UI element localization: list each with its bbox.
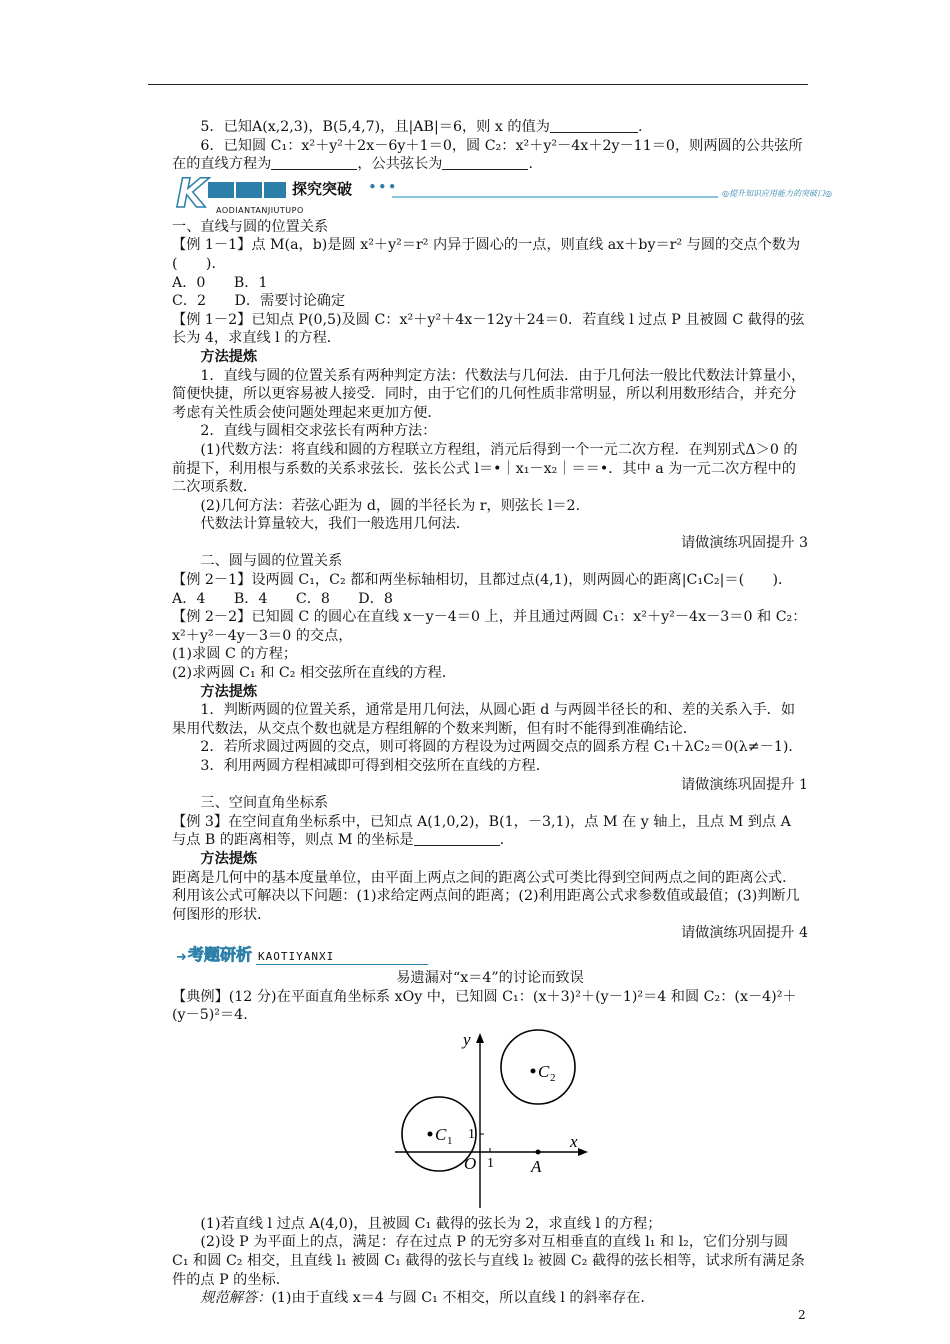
x-tick-label: 1 <box>487 1155 494 1171</box>
section-heading: 一、直线与圆的位置关系 <box>172 218 329 235</box>
k-logo: K <box>176 170 207 217</box>
answer-blank <box>550 118 638 133</box>
sub-question: (2)求两圆 C₁ 和 C₂ 相交弦所在直线的方程． <box>172 665 457 682</box>
method-heading: 方法提炼 <box>200 348 258 365</box>
method-paragraph: 1．判断两圆的位置关系，通常是用几何法，从圆心距 d 与两圆半径长的和、差的关系入手．如果用代数法，从交点个数也就是方程组解的个数来判断，但有时不能得到准确结论． <box>172 702 796 737</box>
x-label: x <box>570 1131 578 1151</box>
c2-subscript: 2 <box>550 1071 556 1084</box>
page-number: 2 <box>798 1308 806 1322</box>
method-paragraph: (2)几何方法：若弦心距为 d，圆的半径长为 r，则弦长 l＝2. <box>200 497 581 514</box>
banner-title: 探究突破 <box>292 179 353 198</box>
section-heading: 二、圆与圆的位置关系 <box>200 553 343 570</box>
center-c2 <box>531 1068 536 1073</box>
banner-bar <box>208 182 286 198</box>
point-a <box>536 1149 541 1154</box>
kaoti-underline <box>256 964 428 965</box>
subtitle: 易遗漏对“x＝4”的讨论而致误 <box>396 969 584 986</box>
a-label: A <box>531 1156 542 1176</box>
question-5: 5．已知A(x,2,3)，B(5,4,7)，且|AB|＝6，则 x 的值为 . <box>200 119 643 135</box>
practice-note: 请做演练巩固提升 1 <box>680 776 808 793</box>
c2-label: C <box>538 1061 550 1081</box>
section-heading: 三、空间直角坐标系 <box>200 795 329 812</box>
y-label: y <box>463 1029 471 1049</box>
section-banner-tanjiu <box>172 170 832 218</box>
typical-example: 【典例】(12 分)在平面直角坐标系 xOy 中，已知圆 C₁：(x＋3)²＋(y－1)²＝4 和圆 C₂：(x－4)²＋(y－5)²＝4. <box>172 988 797 1024</box>
method-paragraph: (1)代数方法：将直线和圆的方程联立方程组，消元后得到一个一元二次方程．在判别式Δ＞0 的前提下，利用根与系数的关系求弦长．弦长公式 l＝•｜x₁－x₂｜＝＝•．其中 a 为一元二次方程中的二次项系数． <box>172 441 798 496</box>
method-paragraph: 3．利用两圆方程相减即可得到相交弦所在直线的方程． <box>200 758 550 774</box>
banner-pinyin: AODIANTANJIUTUPO <box>216 205 304 215</box>
banner-slogan: ◎提升知识应用能力的突破口◎ <box>718 185 832 204</box>
options: A．4 B．4 C．8 D．8 <box>172 590 393 607</box>
method-paragraph: 距离是几何中的基本度量单位，由平面上两点之间的距离公式可类比得到空间两点之间的距离公式．利用该公式可解决以下问题：(1)求给定两点间的距离；(2)利用距离公式求参数值或最值；(3)判断几何图形的形状． <box>172 869 800 923</box>
sub-question: (2)设 P 为平面上的点，满足：存在过点 P 的无穷多对互相垂直的直线 l₁ 和 l₂，它们分别与圆 C₁ 和圆 C₂ 相交，且直线 l₁ 被圆 C₁ 截得的弦长与直线 l₂ 被圆 C₂ 截得的弦长相等，试求所有满足条件的点 P 的坐标． <box>172 1234 805 1288</box>
method-paragraph: 2．直线与圆相交求弦长有两种方法： <box>200 423 437 440</box>
practice-note: 请做演练巩固提升 4 <box>680 925 808 942</box>
method-paragraph: 1．直线与圆的位置关系有两种判定方法：代数法与几何法．由于几何法一般比代数法计算量小，简便快捷，所以更容易被人接受．同时，由于它们的几何性质非常明显，所以利用数形结合，并充分考虑有关性质会使问题处理起来更加方便． <box>172 367 806 421</box>
example-1-2: 【例 1－2】已知点 P(0,5)及圆 C：x²＋y²＋4x－12y＋24＝0．若直线 l 过点 P 且被圆 C 截得的弦长为 4，求直线 l 的方程． <box>172 311 805 347</box>
options: A．0 B．1 <box>172 274 268 291</box>
y-axis-arrow <box>476 1033 484 1043</box>
center-c1 <box>428 1131 433 1136</box>
arrow-icon: ➜ <box>176 949 187 965</box>
page-content <box>172 118 832 1308</box>
example-2-2: 【例 2－2】已知圆 C 的圆心在直线 x－y－4＝0 上，并且通过两圆 C₁：x²＋y²－4x－3＝0 和 C₂：x²＋y²－4y－3＝0 的交点， <box>172 609 807 644</box>
circles-diagram <box>392 1025 592 1215</box>
y-tick-label: 1 <box>468 1126 475 1142</box>
banner-dots: ••• <box>368 177 398 196</box>
example-3: 【例 3】在空间直角坐标系中，已知点 A(1,0,2)，B(1，－3,1)，点 M 在 y 轴上，且点 M 到点 A 与点 B 的距离相等，则点 M 的坐标是 . <box>172 813 791 849</box>
answer-blank <box>271 155 357 170</box>
practice-note: 请做演练巩固提升 3 <box>680 534 808 551</box>
example-1-1: 【例 1－1】点 M(a，b)是圆 x²＋y²＝r² 内异于圆心的一点，则直线 ax＋by＝r² 与圆的交点个数为( )． <box>172 237 801 272</box>
example-2-1: 【例 2－1】设两圆 C₁，C₂ 都和两坐标轴相切，且都过点(4,1)，则两圆心的距离|C₁C₂|＝( )． <box>172 572 793 589</box>
header-rule <box>148 84 808 85</box>
solution: 规范解答：(1)由于直线 x＝4 与圆 C₁ 不相交，所以直线 l 的斜率存在． <box>200 1290 655 1307</box>
answer-blank <box>442 155 528 170</box>
coordinate-figure <box>172 1025 808 1215</box>
question-6: 6．已知圆 C₁：x²＋y²＋2x－6y＋1＝0，圆 C₂：x²＋y²－4x＋2y－11＝0，则两圆的公共弦所在的直线方程为 ，公共弦长为 . <box>172 137 803 173</box>
x-axis-arrow <box>578 1148 588 1156</box>
answer-blank <box>414 831 500 846</box>
origin-label: O <box>464 1153 477 1173</box>
method-paragraph: 2．若所求圆过两圆的交点，则可将圆的方程设为过两圆交点的圆系方程 C₁＋λC₂＝0(λ≠－1)． <box>200 739 803 756</box>
method-paragraph: 代数法计算量较大，我们一般选用几何法． <box>200 516 470 533</box>
section-banner-kaoti <box>172 945 808 969</box>
c1-label: C <box>435 1124 447 1144</box>
c1-subscript: 1 <box>447 1134 453 1147</box>
method-heading: 方法提炼 <box>200 683 258 700</box>
sub-question: (1)求圆 C 的方程； <box>172 646 298 663</box>
options: C．2 D．需要讨论确定 <box>172 293 346 310</box>
kaoti-title: 考题研析 <box>188 944 253 964</box>
sub-question: (1)若直线 l 过点 A(4,0)，且被圆 C₁ 截得的弦长为 2，求直线 l 的方程； <box>200 1215 662 1232</box>
method-heading: 方法提炼 <box>200 850 258 867</box>
kaoti-pinyin: KAOTIYANXI <box>258 949 335 963</box>
